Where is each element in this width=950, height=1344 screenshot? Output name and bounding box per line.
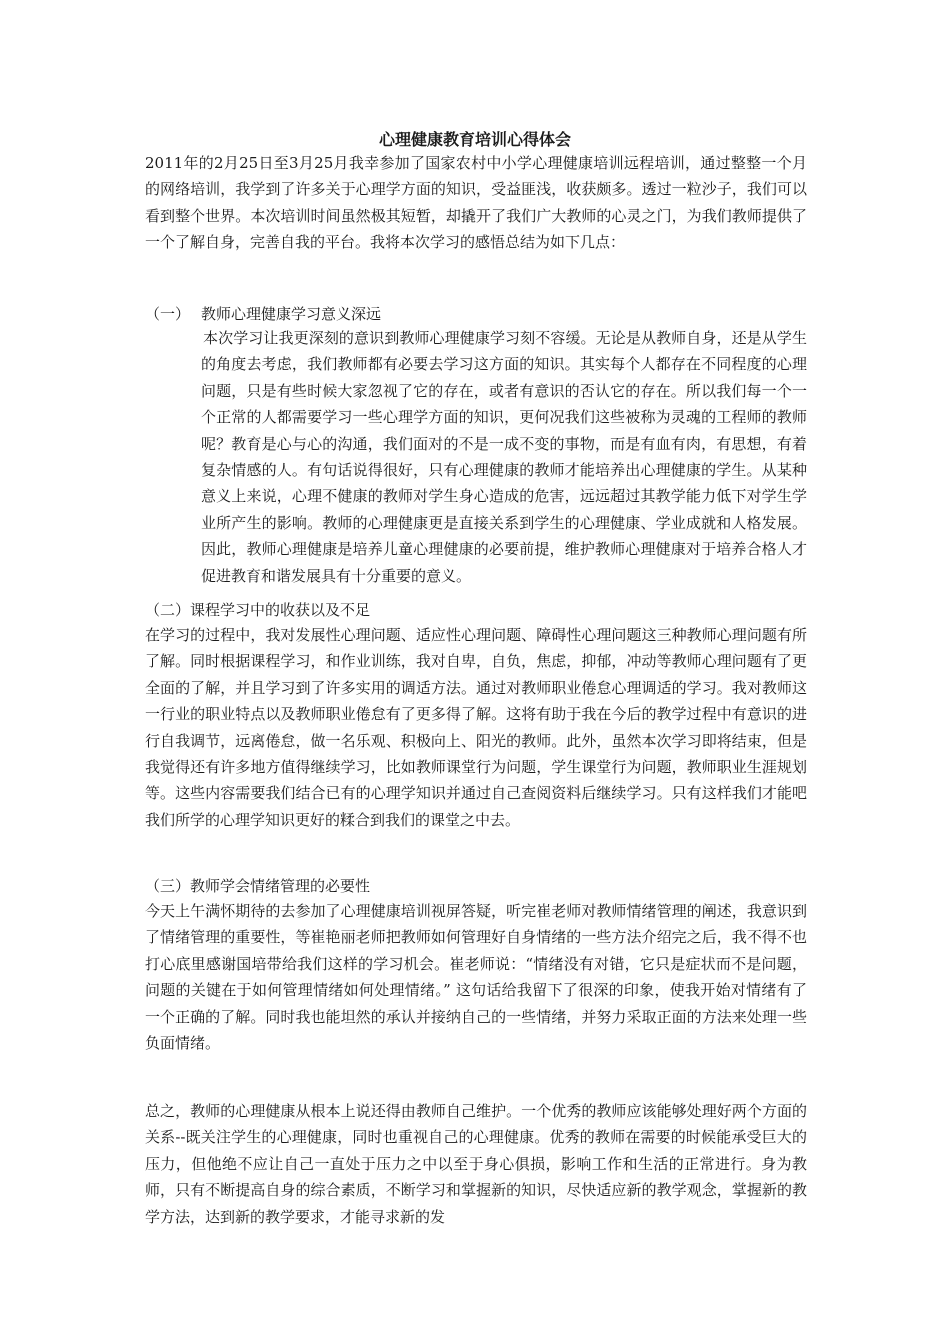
conclusion-paragraph: 总之，教师的心理健康从根本上说还得由教师自己维护。一个优秀的教师应该能够处理好两个方面的关系--既关注学生的心理健康，同时也重视自己的心理健康。优秀的教师在需要的时候能承受巨大的压力，但他绝不应让自己一直处于压力之中以至于身心俱损，影响工作和生活的正常进行。身为教师，只有不断提高自身的综合素质，不断学习和掌握新的知识，尽快适应新的教学观念，掌握新的教学方法，达到新的教学要求，才能寻求新的发 <box>145 1102 807 1226</box>
section-body-3: 今天上午满怀期待的去参加了心理健康培训视屏答疑，听完崔老师对教师情绪管理的阐述，我意识到了情绪管理的重要性，等崔艳丽老师把教师如何管理好自身情绪的一些方法介绍完之后，我不得不也打心底里感谢国培带给我们这样的学习机会。崔老师说：“情绪没有对错，它只是症状而不是问题，问题的关键在于如何管理情绪如何处理情绪。” 这句话给我留下了很深的印象，使我开始对情绪有了一个正确的了解。同时我也能坦然的承认并接纳自己的一些情绪，并努力采取正面的方法来处理一些负面情绪。 <box>145 902 807 1053</box>
section-heading-3: （三）教师学会情绪管理的必要性 <box>145 877 371 895</box>
section-heading-1 <box>145 302 807 326</box>
document-title: 心理健康教育培训心得体会 <box>378 130 571 149</box>
section-body-2: 在学习的过程中，我对发展性心理问题、适应性心理问题、障碍性心理问题这三种教师心理问题有所了解。同时根据课程学习，和作业训练，我对自卑，自负，焦虑，抑郁，冲动等教师心理问题有了更全面的了解，并且学习到了许多实用的调适方法。通过对教师职业倦怠心理调适的学习。我对教师这一行业的职业特点以及教师职业倦怠有了更多得了解。这将有助于我在今后的教学过程中有意识的进行自我调节，远离倦怠，做一名乐观、积极向上、阳光的教师。此外，虽然本次学习即将结束，但是我觉得还有许多地方值得继续学习，比如教师课堂行为问题，学生课堂行为问题，教师职业生涯规划等。这些内容需要我们结合已有的心理学知识并通过自己查阅资料后继续学习。只有这样我们才能吧我们所学的心理学知识更好的糅合到我们的课堂之中去。 <box>145 626 807 829</box>
section-number-1: （一） <box>145 305 191 323</box>
intro-paragraph: 2011年的2月25日至3月25月我幸参加了国家农村中小学心理健康培训远程培训，通过整整一个月的网络培训，我学到了许多关于心理学方面的知识，受益匪浅，收获颇多。透过一粒沙子，我们可以看到整个世界。本次培训时间虽然极其短暂，却撬开了我们广大教师的心灵之门，为我们教师提供了一个了解自身，完善自我的平台。我将本次学习的感悟总结为如下几点： <box>145 154 807 252</box>
section-heading-1-text: 教师心理健康学习意义深远 <box>201 305 382 323</box>
section-heading-2: （二）课程学习中的收获以及不足 <box>145 601 371 619</box>
section-body-1: 本次学习让我更深刻的意识到教师心理健康学习刻不容缓。无论是从教师自身，还是从学生的角度去考虑，我们教师都有必要去学习这方面的知识。其实每个人都存在不同程度的心理问题，只是有些时候大家忽视了它的存在，或者有意识的否认它的存在。所以我们每一个一个正常的人都需要学习一些心理学方面的知识，更何况我们这些被称为灵魂的工程师的教师呢？教育是心与心的沟通，我们面对的不是一成不变的事物，而是有血有肉，有思想，有着复杂情感的人。有句话说得很好，只有心理健康的教师才能培养出心理健康的学生。从某种意义上来说，心理不健康的教师对学生身心造成的危害，远远超过其教学能力低下对学生学业所产生的影响。教师的心理健康更是直接关系到学生的心理健康、学业成就和人格发展。因此，教师心理健康是培养儿童心理健康的必要前提，维护教师心理健康对于培养合格人才促进教育和谐发展具有十分重要的意义。 <box>201 329 807 585</box>
